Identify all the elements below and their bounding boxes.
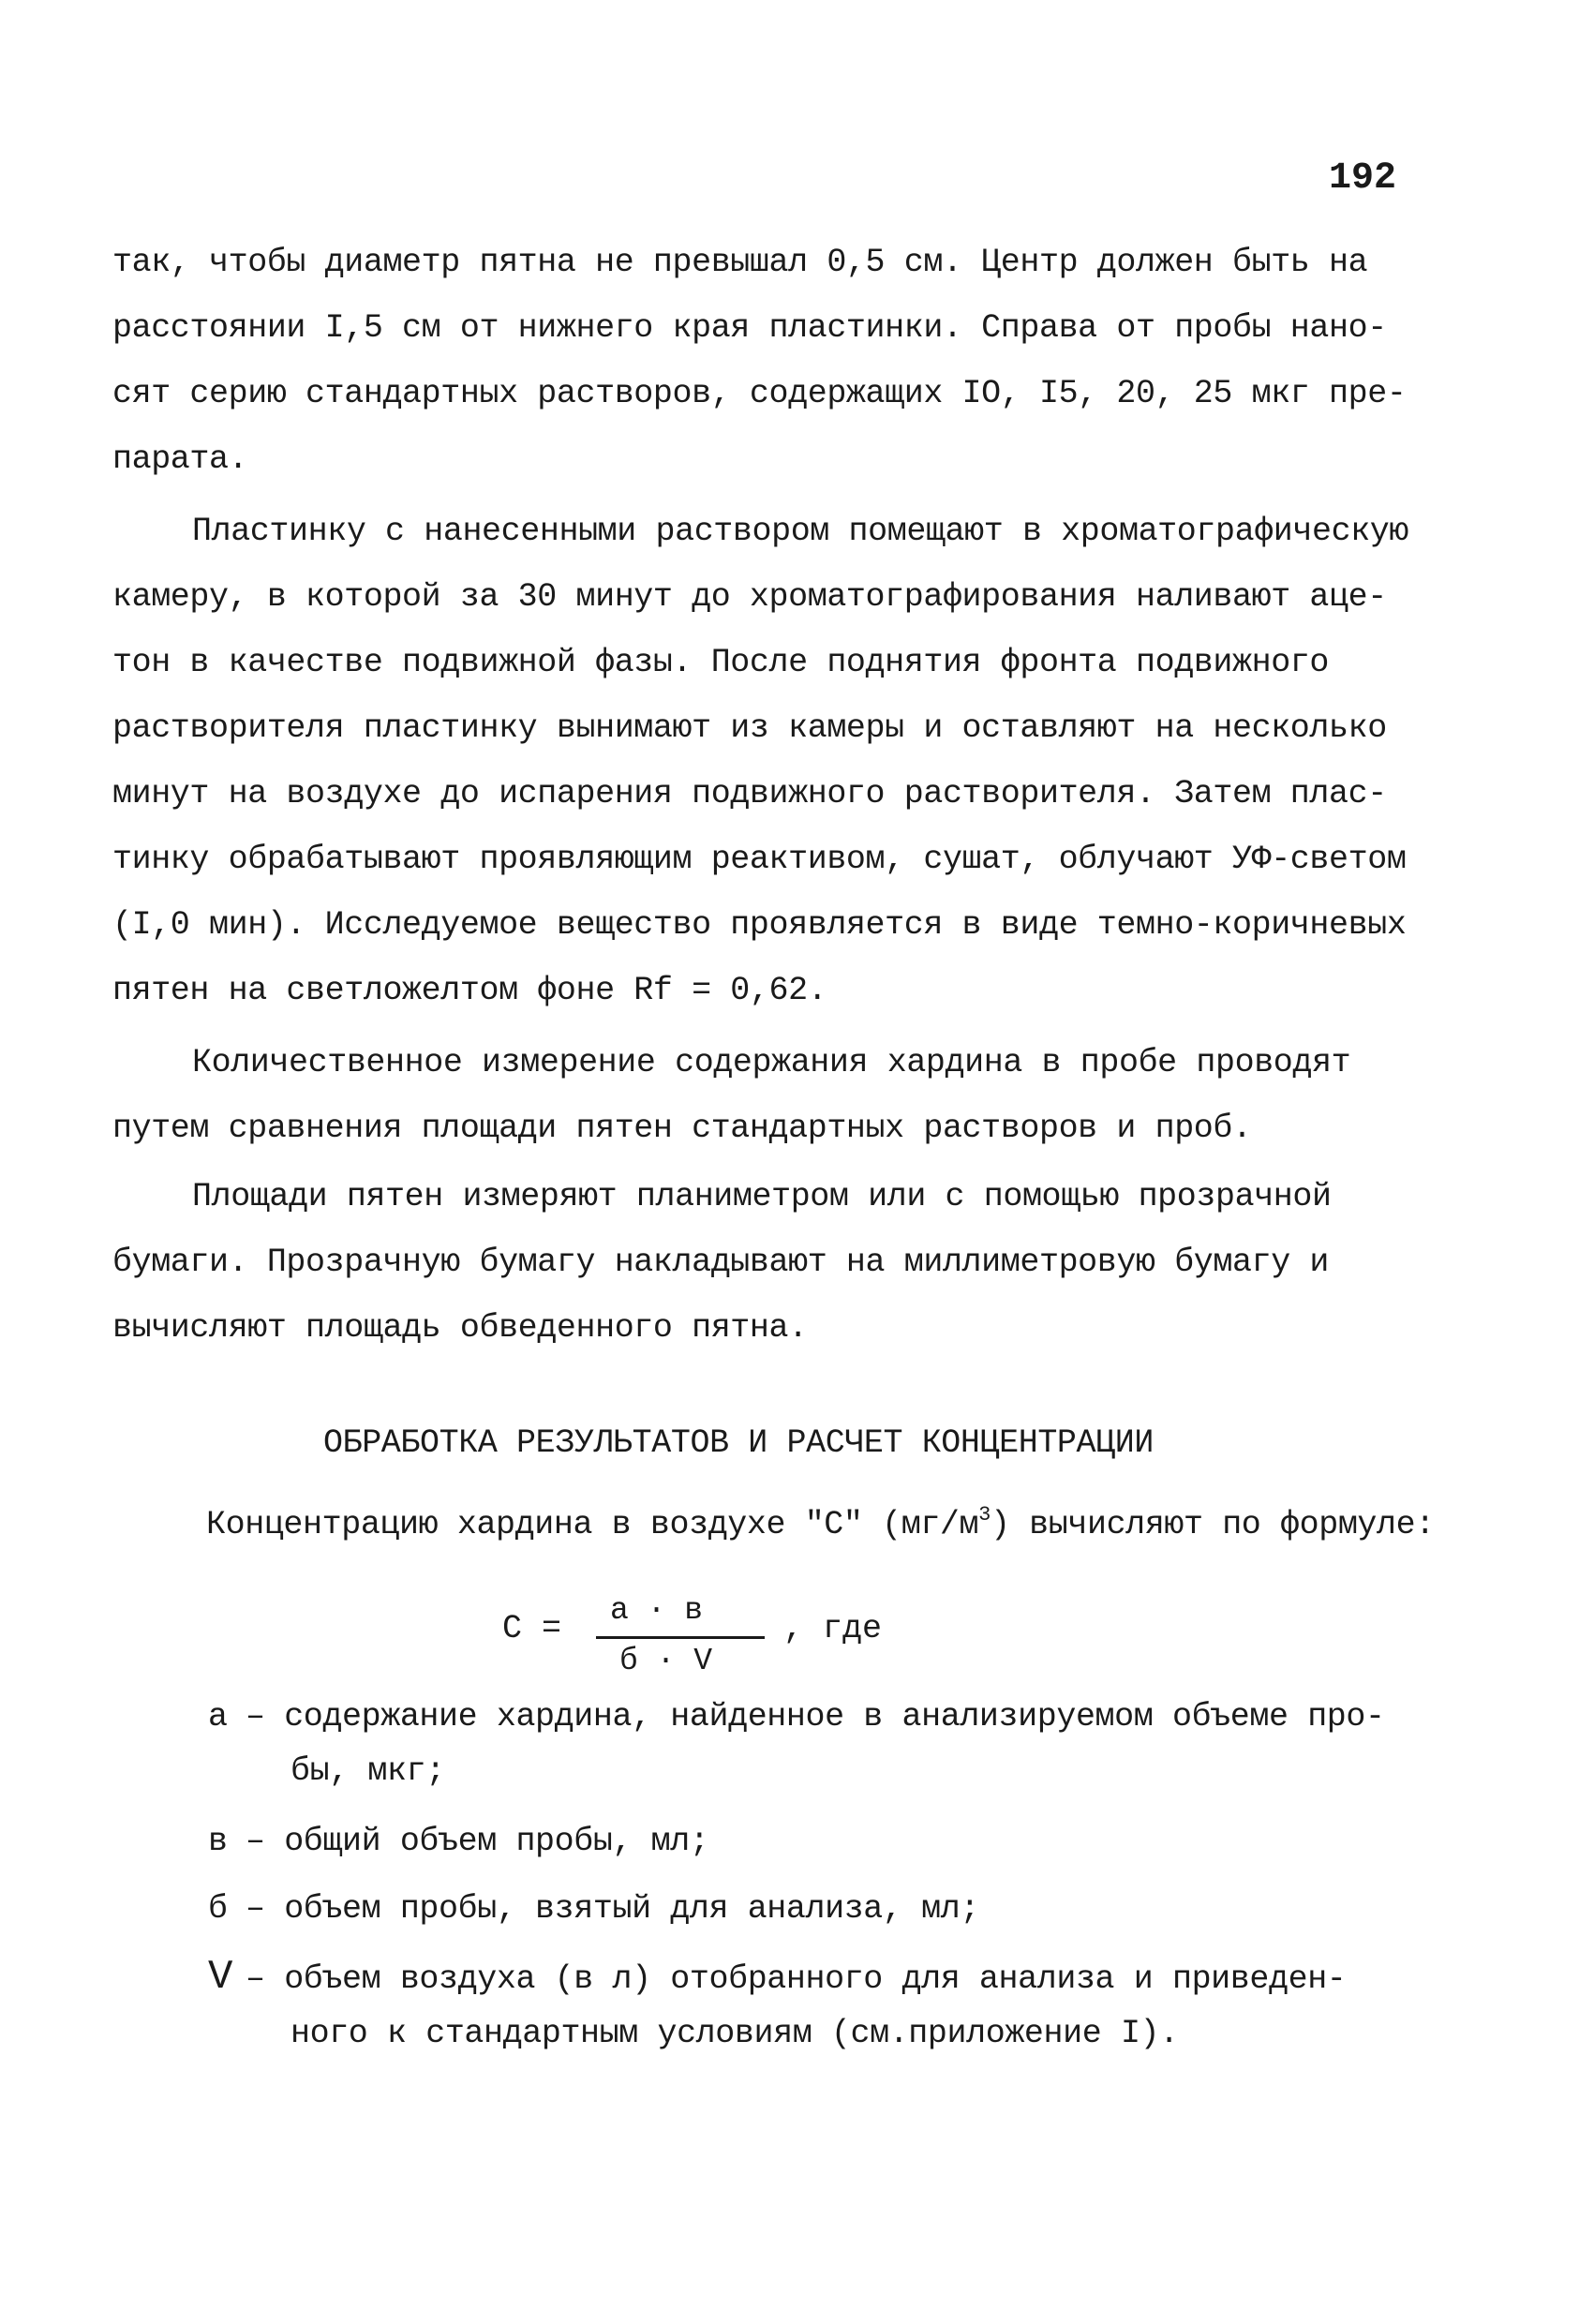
definition-symbol: V xyxy=(208,1954,233,2001)
paragraph-3-line-2: путем сравнения площади пятен стандартных растворов и проб. xyxy=(112,1110,1252,1147)
definition-text: – общий объем пробы, мл; xyxy=(246,1823,709,1860)
paragraph-2-line-1: Пластинку с нанесенными раствором помещают в хроматографическую xyxy=(192,513,1409,550)
paragraph-4-line-2: бумаги. Прозрачную бумагу накладывают на миллиметровую бумагу и xyxy=(112,1244,1330,1281)
definition-text: – содержание хардина, найденное в анализируемом объеме про- xyxy=(246,1698,1385,1736)
paragraph-4-line-3: вычисляют площадь обведенного пятна. xyxy=(112,1309,808,1347)
formula-intro-superscript: 3 xyxy=(978,1503,991,1527)
concentration-formula xyxy=(502,1593,896,1706)
paragraph-2-line-4: растворителя пластинку вынимают из камеры и оставляют на несколько xyxy=(112,709,1387,747)
paragraph-2-line-8: пятен на светложелтом фоне Rf = 0,62. xyxy=(112,972,827,1009)
formula-intro-before: Концентрацию хардина в воздухе "С" (мг/м xyxy=(206,1506,979,1543)
formula-denominator: б · V xyxy=(619,1644,713,1678)
paragraph-1-line-1: так, чтобы диаметр пятна не превышал 0,5 см. Центр должен быть на xyxy=(112,244,1368,281)
fraction-bar xyxy=(596,1636,765,1639)
formula-numerator: а · в xyxy=(610,1593,704,1628)
paragraph-2-line-2: камеру, в которой за 30 минут до хроматографирования наливают аце- xyxy=(112,578,1387,616)
paragraph-1-line-2: расстоянии I,5 см от нижнего края пластинки. Справа от пробы нано- xyxy=(112,309,1387,347)
paragraph-2-line-5: минут на воздухе до испарения подвижного растворителя. Затем плас- xyxy=(112,775,1387,812)
paragraph-1-line-3: сят серию стандартных растворов, содержащих IO, I5, 20, 25 мкг пре- xyxy=(112,375,1407,412)
paragraph-2-line-6: тинку обрабатывают проявляющим реактивом, сушат, облучают УФ-светом xyxy=(112,841,1407,878)
section-heading: ОБРАБОТКА РЕЗУЛЬТАТОВ И РАСЧЕТ КОНЦЕНТРАЦИИ xyxy=(323,1424,1154,1462)
formula-suffix: , где xyxy=(783,1610,883,1647)
paragraph-1-line-4: парата. xyxy=(112,440,248,478)
definition-text: ного к стандартным условиям (см.приложение I). xyxy=(290,2015,1179,2052)
definition-text: бы, мкг; xyxy=(290,1752,445,1790)
definition-text: – объем пробы, взятый для анализа, мл; xyxy=(246,1890,979,1928)
definition-symbol: а xyxy=(208,1698,229,1736)
formula-intro xyxy=(206,1495,1435,1545)
formula-lhs: С = xyxy=(502,1610,562,1647)
definition-symbol: б xyxy=(208,1890,229,1928)
definition-symbol: в xyxy=(208,1823,229,1860)
paragraph-2-line-3: тон в качестве подвижной фазы. После поднятия фронта подвижного xyxy=(112,644,1330,681)
formula-intro-after: ) вычисляют по формуле: xyxy=(990,1506,1435,1543)
paragraph-3-line-1: Количественное измерение содержания хардина в пробе проводят xyxy=(192,1044,1351,1081)
page-number: 192 xyxy=(1329,157,1397,200)
definition-text: – объем воздуха (в л) отобранного для анализа и приведен- xyxy=(246,1960,1347,1998)
paragraph-4-line-1: Площади пятен измеряют планиметром или с помощью прозрачной xyxy=(192,1178,1332,1215)
paragraph-2-line-7: (I,0 мин). Исследуемое вещество проявляется в виде темно-коричневых xyxy=(112,906,1407,944)
